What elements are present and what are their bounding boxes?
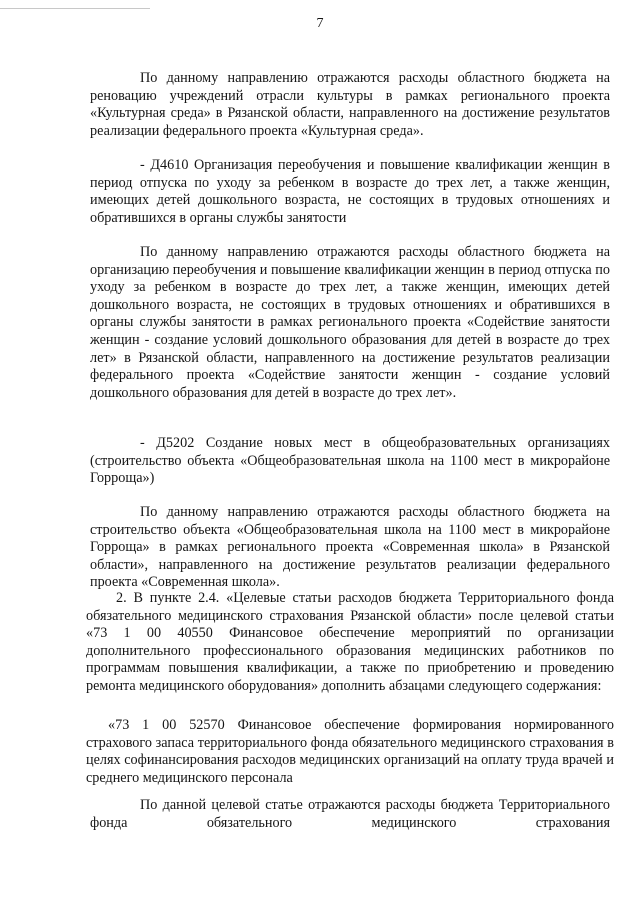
paragraph-d4610-description: По данному направлению отражаются расходы областного бюджета на организацию переобучения и повышение квалификации женщин в период отпуска по уходу за ребенком в возрасте до трех лет, а также женщин, имеющих детей дошкольного возраста, не состоящих в трудовых отношениях и обратившихся в органы службы занятости в рамках регионального проекта «Содействие занятости женщин - создание условий дошкольного образования для детей в возрасте до трех лет» в Рязанской области, направленного на достижение результатов реализации федерального проекта «Содействие занятости женщин - создание условий дошкольного образования для детей в возрасте до трех лет». — [90, 244, 610, 401]
paragraph-culture-renovation: По данному направлению отражаются расходы областного бюджета на реновацию учреждений отрасли культуры в рамках регионального проекта «Культурная среда» в Рязанской области, направленного на достижение результатов реализации федерального проекта «Культурная среда». — [90, 70, 610, 139]
paragraph-d5202-description: По данному направлению отражаются расходы областного бюджета на строительство объекта «Общеобразовательная школа на 1100 мест в микрорайоне Горроща» в рамках регионального проекта «Современная школа» в Рязанской области», направленного на достижение результатов реализации федерального проекта «Современная школа». — [90, 504, 610, 591]
paragraph-target-article-73100525: «73 1 00 52570 Финансовое обеспечение формирования нормированного страхового запаса территориального фонда обязательного медицинского страхования в целях софинансирования расходов медицинских организаций на оплату труда врачей и среднего медицинского персонала — [86, 717, 614, 786]
top-divider — [0, 8, 150, 9]
paragraph-target-article-description: По данной целевой статье отражаются расходы бюджета Территориального фонда обязательного медицинского страхования — [90, 797, 610, 831]
paragraph-d5202-heading: - Д5202 Создание новых мест в общеобразовательных организациях (строительство объекта «Общеобразовательная школа на 1100 мест в микрорайоне Горроща») — [90, 435, 610, 487]
page-number: 7 — [316, 16, 324, 31]
paragraph-item-2: 2. В пункте 2.4. «Целевые статьи расходов бюджета Территориального фонда обязательного медицинского страхования Рязанской области» после целевой статьи «73 1 00 40550 Финансовое обеспечение мероприятий по организации дополнительного профессионального образования медицинских работников по программам повышения квалификации, а также по приобретению и проведению ремонта медицинского оборудования» дополнить абзацами следующего содержания: — [86, 590, 614, 694]
paragraph-d4610-heading: - Д4610 Организация переобучения и повышение квалификации женщин в период отпуска по уходу за ребенком в возрасте до трех лет, а также женщин, имеющих детей дошкольного возраста, не состоящих в трудовых отношениях и обратившихся в органы службы занятости — [90, 157, 610, 226]
